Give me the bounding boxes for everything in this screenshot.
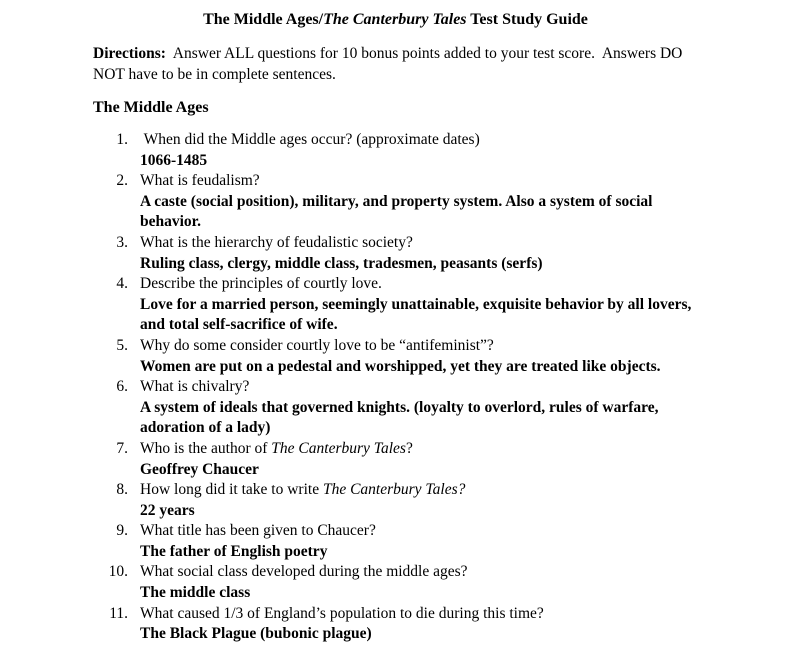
question-text-main: Describe the principles of courtly love. bbox=[140, 275, 382, 293]
question-text bbox=[140, 171, 700, 192]
section-heading: The Middle Ages bbox=[93, 99, 209, 116]
answer-line: Women are put on a pedestal and worshipped, yet they are treated like objects. bbox=[140, 357, 661, 375]
title-part-2: Test Study Guide bbox=[466, 11, 588, 28]
answer-text bbox=[140, 542, 700, 563]
question-item bbox=[0, 521, 791, 562]
question-number: 9. bbox=[116, 522, 128, 540]
answer-text bbox=[140, 192, 700, 233]
question-number: 7. bbox=[116, 439, 128, 457]
answer-line: Love for a married person, seemingly unattainable, exquisite behavior by all lovers, bbox=[140, 295, 692, 313]
question-text-main: What social class developed during the middle ages? bbox=[140, 563, 468, 581]
question-text bbox=[140, 439, 700, 460]
question-number: 10. bbox=[108, 563, 128, 581]
question-number: 4. bbox=[116, 275, 128, 293]
question-text-main: What is chivalry? bbox=[140, 378, 250, 396]
question-item bbox=[0, 439, 791, 480]
question-text bbox=[140, 521, 700, 542]
answer-line: behavior. bbox=[140, 213, 202, 231]
question-number: 8. bbox=[116, 481, 128, 499]
question-text bbox=[140, 562, 700, 583]
question-item bbox=[0, 336, 791, 377]
question-text bbox=[140, 604, 700, 625]
answer-line: Ruling class, clergy, middle class, tradesmen, peasants (serfs) bbox=[140, 254, 543, 272]
question-text bbox=[140, 336, 700, 357]
question-item bbox=[0, 562, 791, 603]
answer-line: Geoffrey Chaucer bbox=[140, 460, 259, 478]
question-text bbox=[140, 130, 700, 151]
question-text-main: What is the hierarchy of feudalistic society? bbox=[140, 233, 413, 251]
answer-text bbox=[140, 357, 700, 378]
question-text bbox=[140, 274, 700, 295]
title-italic: The Canterbury Tales bbox=[323, 11, 467, 28]
question-text-main: What title has been given to Chaucer? bbox=[140, 522, 376, 540]
answer-text bbox=[140, 460, 700, 481]
answer-text bbox=[140, 254, 700, 275]
answer-line: 22 years bbox=[140, 501, 195, 519]
question-item bbox=[0, 377, 791, 439]
directions-paragraph bbox=[93, 43, 703, 85]
answer-line: A system of ideals that governed knights. (loyalty to overlord, rules of warfare, bbox=[140, 398, 659, 416]
question-text-main: Why do some consider courtly love to be “antifeminist”? bbox=[140, 336, 494, 354]
answer-line: The father of English poetry bbox=[140, 542, 328, 560]
question-item bbox=[0, 274, 791, 336]
question-text-main: When did the Middle ages occur? (approximate dates) bbox=[140, 131, 480, 148]
question-item bbox=[0, 130, 791, 171]
answer-line: 1066-1485 bbox=[140, 151, 208, 169]
question-item bbox=[0, 171, 791, 233]
answer-text bbox=[140, 151, 700, 172]
question-list bbox=[0, 130, 791, 645]
question-number: 2. bbox=[116, 172, 128, 190]
answer-line: and total self-sacrifice of wife. bbox=[140, 316, 338, 334]
question-number: 1. bbox=[116, 131, 128, 148]
answer-text bbox=[140, 398, 700, 439]
question-item bbox=[0, 233, 791, 274]
answer-line: The Black Plague (bubonic plague) bbox=[140, 625, 372, 643]
document-title bbox=[0, 10, 791, 30]
question-number: 6. bbox=[116, 378, 128, 396]
answer-text bbox=[140, 624, 700, 645]
answer-text bbox=[140, 501, 700, 522]
question-text bbox=[140, 480, 700, 501]
question-text-italic: The Canterbury Tales? bbox=[322, 481, 466, 499]
question-text-main: What caused 1/3 of England’s population to die during this time? bbox=[140, 604, 544, 622]
directions-line-1: Answer ALL questions for 10 bonus points added to your test score. Answers DO bbox=[165, 45, 683, 62]
question-text bbox=[140, 233, 700, 254]
answer-line: A caste (social position), military, and property system. Also a system of social bbox=[140, 192, 653, 210]
answer-line: The middle class bbox=[140, 584, 251, 602]
question-text-main: How long did it take to write bbox=[140, 481, 323, 499]
question-text-end: ? bbox=[405, 439, 413, 457]
answer-text bbox=[140, 583, 700, 604]
question-text-italic: The Canterbury Tales bbox=[271, 439, 406, 457]
title-part-1: The Middle Ages/ bbox=[203, 11, 324, 28]
question-number: 3. bbox=[116, 233, 128, 251]
question-text-main: Who is the author of bbox=[140, 439, 272, 457]
question-text-main: What is feudalism? bbox=[140, 172, 260, 190]
answer-text bbox=[140, 295, 700, 336]
answer-line: adoration of a lady) bbox=[140, 419, 271, 437]
question-number: 11. bbox=[109, 604, 128, 622]
directions-line-2: NOT have to be in complete sentences. bbox=[93, 66, 336, 83]
directions-label: Directions: bbox=[93, 45, 166, 62]
question-text bbox=[140, 377, 700, 398]
question-number: 5. bbox=[116, 336, 128, 354]
question-item bbox=[0, 604, 791, 645]
question-item bbox=[0, 480, 791, 521]
